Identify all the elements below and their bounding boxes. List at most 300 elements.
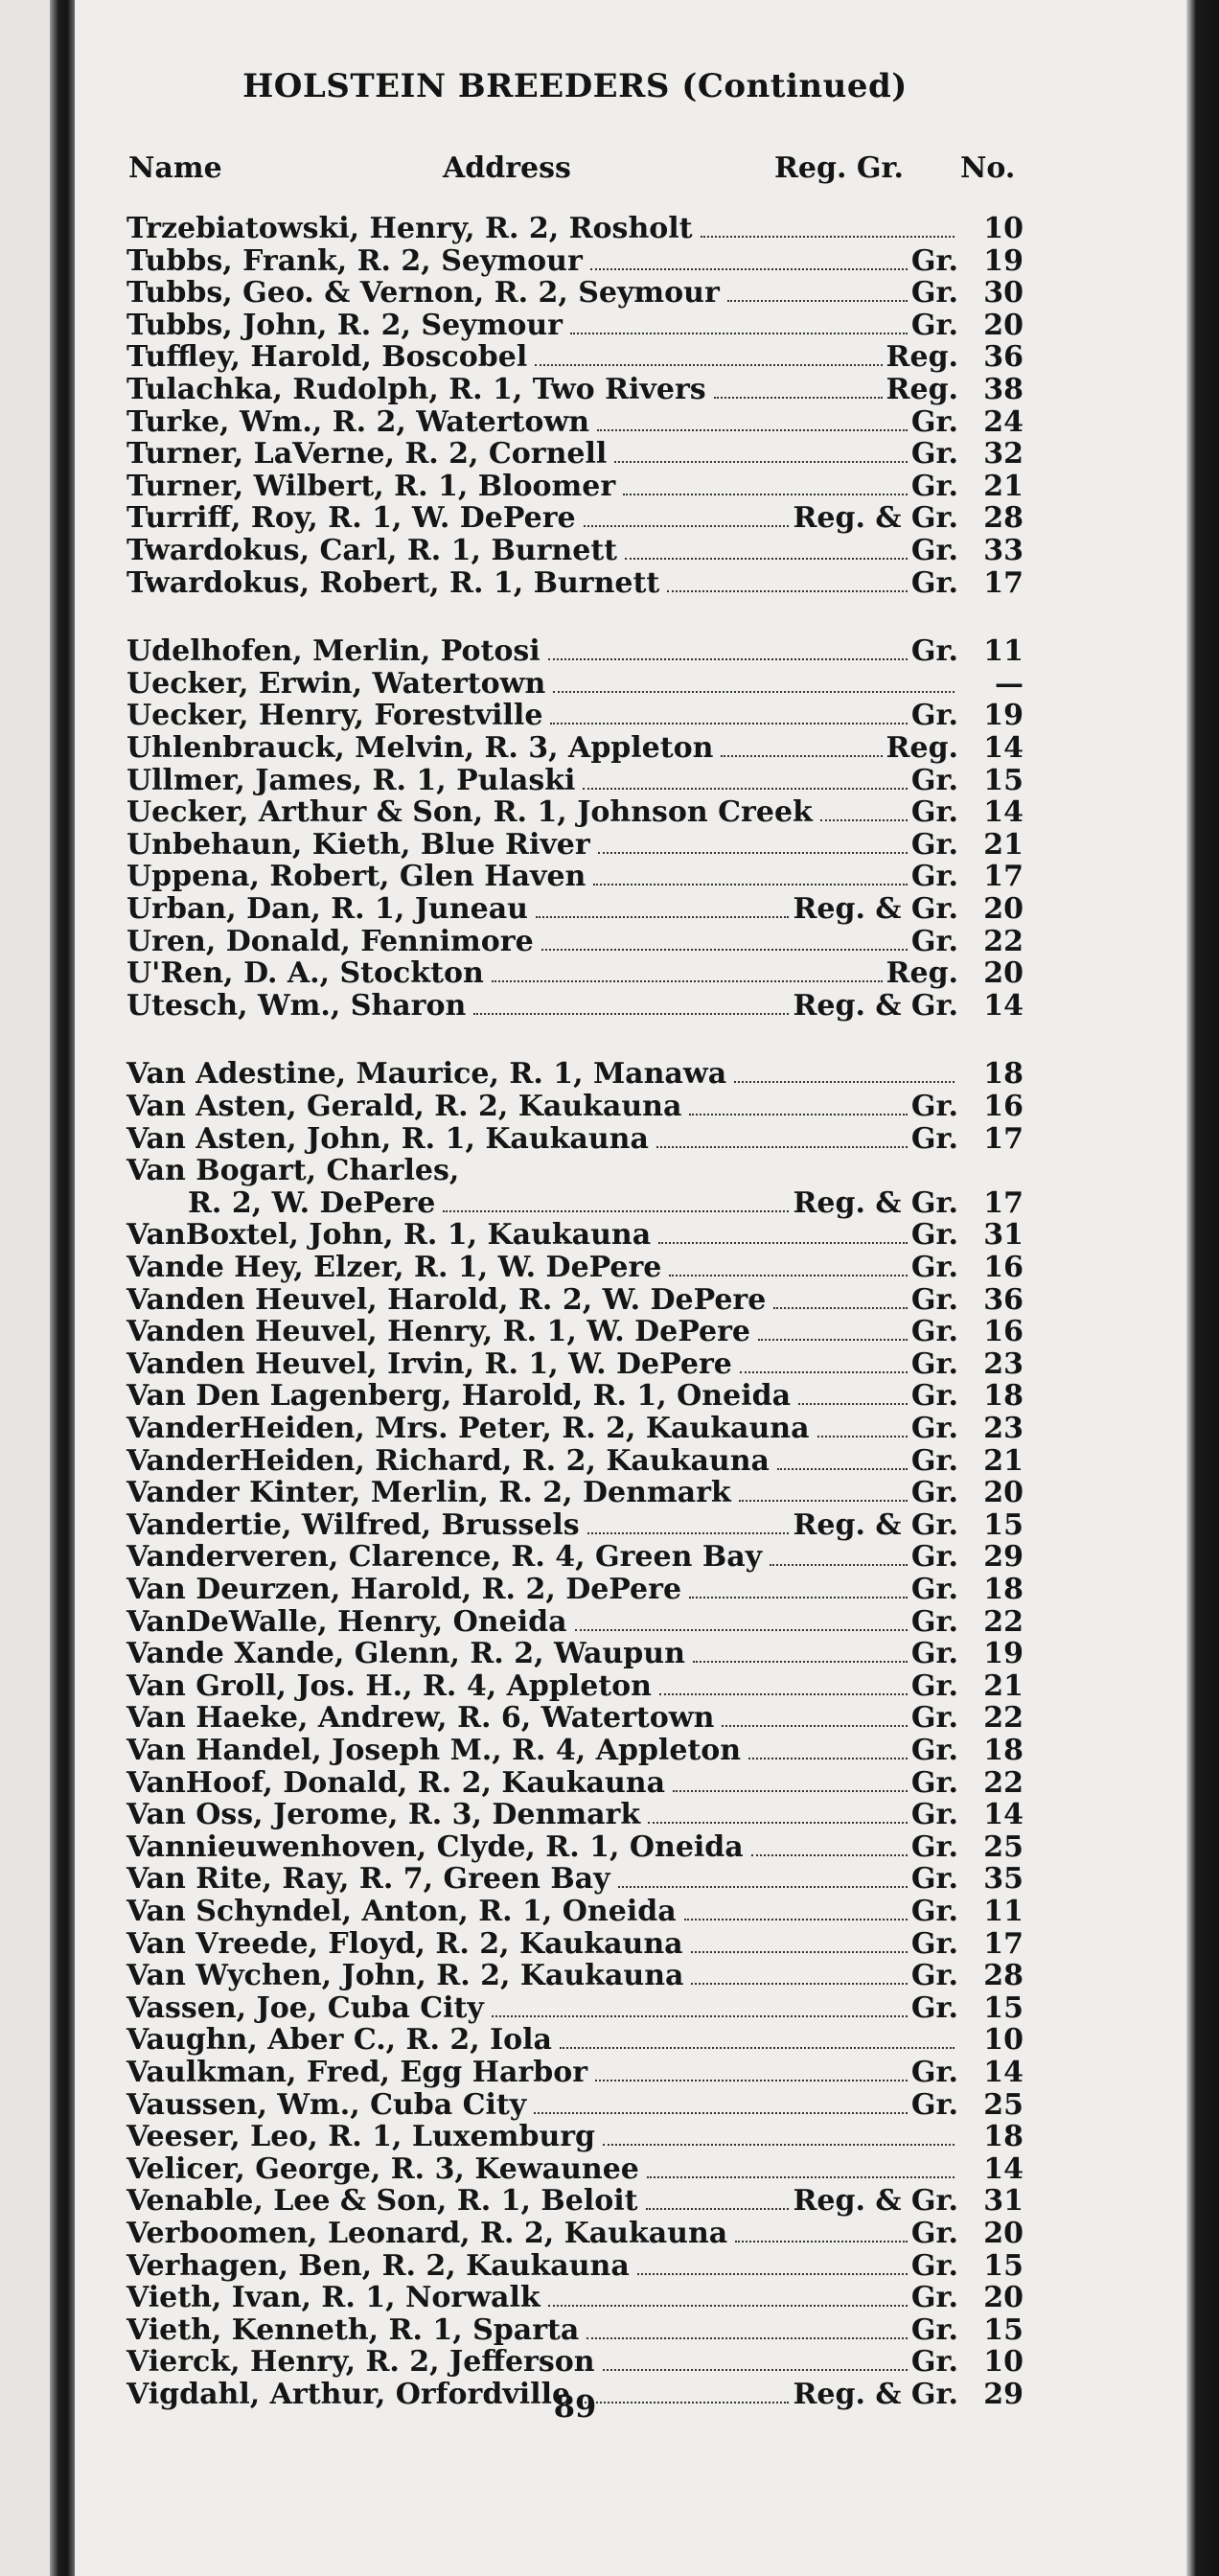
registration-grade: Gr. bbox=[910, 1895, 958, 1928]
list-item bbox=[126, 1380, 1024, 1414]
dot-leader bbox=[535, 343, 882, 366]
breeder-name-address: Van Adestine, Maurice, R. 1, Manawa bbox=[126, 1057, 727, 1091]
breeder-name-address: VanDeWalle, Henry, Oneida bbox=[126, 1605, 567, 1639]
breeder-name-address: Vanden Heuvel, Harold, R. 2, W. DePere bbox=[126, 1283, 767, 1317]
dot-leader bbox=[553, 670, 954, 693]
dot-leader bbox=[777, 1447, 908, 1470]
list-item bbox=[126, 1702, 1024, 1736]
registration-grade: Gr. bbox=[910, 828, 958, 862]
dot-leader bbox=[740, 1350, 908, 1373]
dot-leader bbox=[625, 537, 908, 560]
dot-leader bbox=[586, 2316, 908, 2339]
registration-grade: Gr. bbox=[910, 1090, 958, 1123]
dot-leader bbox=[693, 1640, 908, 1663]
list-item bbox=[126, 1316, 1024, 1350]
list-item bbox=[188, 1187, 1024, 1222]
breeder-name-address: Van Schyndel, Anton, R. 1, Oneida bbox=[126, 1895, 677, 1928]
list-item bbox=[126, 1735, 1024, 1769]
herd-count: 17 bbox=[983, 1927, 1024, 1961]
list-item bbox=[126, 341, 1024, 376]
herd-count: 14 bbox=[983, 1798, 1024, 1831]
list-item bbox=[126, 1960, 1024, 1994]
herd-count: 15 bbox=[983, 1508, 1024, 1542]
registration-grade: Gr. bbox=[910, 2281, 958, 2314]
herd-count: 17 bbox=[983, 1122, 1024, 1156]
list-item bbox=[126, 1831, 1024, 1866]
herd-count: 10 bbox=[983, 2023, 1024, 2057]
registration-grade: Gr. bbox=[910, 1734, 958, 1767]
list-item bbox=[126, 861, 1024, 895]
herd-count: 14 bbox=[983, 731, 1024, 765]
herd-count: 14 bbox=[983, 2056, 1024, 2089]
herd-count: 25 bbox=[983, 2088, 1024, 2122]
dot-leader bbox=[584, 504, 790, 527]
registration-grade: Gr. bbox=[910, 1412, 958, 1445]
dot-leader bbox=[590, 247, 908, 270]
dot-leader bbox=[548, 637, 908, 660]
list-item bbox=[126, 1574, 1024, 1608]
dot-leader bbox=[614, 440, 908, 463]
breeder-name-address: Venable, Lee & Son, R. 1, Beloit bbox=[126, 2184, 638, 2218]
dot-leader bbox=[722, 1704, 907, 1727]
herd-count: 29 bbox=[983, 2378, 1024, 2411]
herd-count: 30 bbox=[983, 276, 1024, 310]
dot-leader bbox=[647, 2155, 954, 2178]
registration-grade: Reg. & Gr. bbox=[793, 1186, 958, 1220]
registration-grade: Gr. bbox=[910, 1315, 958, 1348]
registration-grade: Gr. bbox=[910, 925, 958, 958]
registration-grade: Gr. bbox=[910, 309, 958, 342]
herd-count: 31 bbox=[983, 2184, 1024, 2218]
list-item bbox=[126, 2185, 1024, 2220]
herd-count: 18 bbox=[983, 1573, 1024, 1606]
breeder-name-address: Uecker, Arthur & Son, R. 1, Johnson Creek bbox=[126, 795, 813, 829]
list-item bbox=[126, 1413, 1024, 1447]
herd-count: 36 bbox=[983, 340, 1024, 374]
list-item bbox=[126, 2314, 1024, 2349]
list-item bbox=[126, 829, 1024, 863]
breeder-name-address: Van Bogart, Charles, bbox=[126, 1154, 460, 1187]
list-item bbox=[126, 1606, 1024, 1641]
list-item bbox=[126, 310, 1024, 344]
registration-grade: Gr. bbox=[910, 1927, 958, 1961]
herd-count: 22 bbox=[983, 1605, 1024, 1639]
registration-grade: Reg. & Gr. bbox=[793, 2184, 958, 2218]
page-title: HOLSTEIN BREEDERS (Continued) bbox=[242, 67, 908, 105]
dot-leader bbox=[593, 862, 908, 886]
herd-count: 10 bbox=[983, 212, 1024, 245]
breeder-name-address: Van Haeke, Andrew, R. 6, Watertown bbox=[126, 1701, 715, 1735]
dot-leader bbox=[534, 2091, 908, 2114]
herd-count: 15 bbox=[983, 2249, 1024, 2283]
dot-leader bbox=[658, 1221, 908, 1244]
herd-count: 17 bbox=[983, 860, 1024, 893]
list-item bbox=[126, 1058, 1024, 1092]
registration-grade: Gr. bbox=[910, 699, 958, 732]
breeder-name-address: Tubbs, Geo. & Vernon, R. 2, Seymour bbox=[126, 276, 720, 310]
breeder-name-address: Ullmer, James, R. 1, Pulaski bbox=[126, 764, 576, 797]
herd-count: 28 bbox=[983, 501, 1024, 535]
breeder-name-address: Van Den Lagenberg, Harold, R. 1, Oneida bbox=[126, 1379, 792, 1413]
list-item bbox=[126, 1123, 1024, 1158]
breeder-name-address: Van Rite, Ray, R. 7, Green Bay bbox=[126, 1862, 610, 1896]
breeder-name-address: U'Ren, D. A., Stockton bbox=[126, 956, 484, 990]
herd-count: 18 bbox=[983, 2120, 1024, 2153]
registration-grade: Gr. bbox=[910, 2249, 958, 2283]
dot-leader bbox=[770, 1543, 908, 1566]
list-item bbox=[126, 2218, 1024, 2252]
registration-grade: Reg. & Gr. bbox=[793, 501, 958, 535]
list-item bbox=[126, 438, 1024, 472]
list-item bbox=[126, 1638, 1024, 1672]
herd-count: 21 bbox=[983, 1669, 1024, 1703]
breeder-name-address: Vanden Heuvel, Henry, R. 1, W. DePere bbox=[126, 1315, 750, 1348]
herd-count: 18 bbox=[983, 1734, 1024, 1767]
breeder-name-address: Utesch, Wm., Sharon bbox=[126, 989, 467, 1023]
dot-leader bbox=[691, 1930, 908, 1953]
breeder-name-address: Vaughn, Aber C., R. 2, Iola bbox=[126, 2023, 552, 2057]
breeder-name-address: Van Wychen, John, R. 2, Kaukauna bbox=[126, 1959, 684, 1992]
herd-count: 28 bbox=[983, 1959, 1024, 1992]
list-item bbox=[126, 374, 1024, 408]
list-item bbox=[126, 1992, 1024, 2027]
list-item bbox=[126, 2024, 1024, 2058]
list-item bbox=[126, 926, 1024, 960]
herd-count: 18 bbox=[983, 1379, 1024, 1413]
list-item bbox=[126, 1091, 1024, 1125]
dot-leader bbox=[575, 1608, 908, 1631]
registration-grade: Reg. & Gr. bbox=[793, 989, 958, 1023]
registration-grade: Gr. bbox=[910, 1669, 958, 1703]
breeder-name-address: Van Asten, John, R. 1, Kaukauna bbox=[126, 1122, 649, 1156]
registration-grade: Gr. bbox=[910, 1347, 958, 1381]
breeder-name-address: R. 2, W. DePere bbox=[188, 1186, 436, 1220]
list-item bbox=[126, 1348, 1024, 1383]
list-item bbox=[126, 990, 1024, 1024]
dot-leader bbox=[550, 702, 907, 724]
list-item bbox=[126, 1284, 1024, 1319]
dot-leader bbox=[646, 2187, 790, 2210]
dot-leader bbox=[637, 2252, 908, 2275]
herd-count: 23 bbox=[983, 1412, 1024, 1445]
dot-leader bbox=[721, 734, 882, 757]
breeder-name-address: Tubbs, John, R. 2, Seymour bbox=[126, 309, 563, 342]
herd-count: 20 bbox=[983, 309, 1024, 342]
breeder-name-address: Van Deurzen, Harold, R. 2, DePere bbox=[126, 1573, 682, 1606]
registration-grade: Reg. bbox=[886, 373, 958, 406]
registration-grade: Reg. & Gr. bbox=[793, 892, 958, 926]
herd-count: 23 bbox=[983, 1347, 1024, 1381]
column-header-reg-gr: Reg. Gr. bbox=[774, 151, 904, 185]
list-item bbox=[126, 1541, 1024, 1576]
herd-count: 18 bbox=[983, 1057, 1024, 1091]
breeder-name-address: Vieth, Kenneth, R. 1, Sparta bbox=[126, 2313, 580, 2347]
list-item bbox=[126, 635, 1024, 670]
breeder-name-address: Udelhofen, Merlin, Potosi bbox=[126, 634, 540, 668]
breeder-name-address: Twardokus, Robert, R. 1, Burnett bbox=[126, 566, 660, 600]
breeder-name-address: Uecker, Henry, Forestville bbox=[126, 699, 543, 732]
list-item bbox=[126, 2346, 1024, 2380]
dot-leader bbox=[541, 928, 908, 951]
dot-leader bbox=[701, 215, 954, 238]
registration-grade: Reg. & Gr. bbox=[793, 2378, 958, 2411]
herd-count: 14 bbox=[983, 795, 1024, 829]
herd-count: 19 bbox=[983, 244, 1024, 278]
herd-count: 20 bbox=[983, 892, 1024, 926]
herd-count: 19 bbox=[983, 1637, 1024, 1670]
dot-leader bbox=[623, 472, 908, 495]
herd-count: 31 bbox=[983, 1218, 1024, 1252]
breeder-name-address: Vieth, Ivan, R. 1, Norwalk bbox=[126, 2281, 540, 2314]
breeder-name-address: Turriff, Roy, R. 1, W. DePere bbox=[126, 501, 576, 535]
list-item bbox=[126, 277, 1024, 311]
dot-leader bbox=[758, 1318, 908, 1341]
list-item bbox=[126, 535, 1024, 569]
herd-count: 20 bbox=[983, 2217, 1024, 2250]
breeder-name-address: Vandertie, Wilfred, Brussels bbox=[126, 1508, 580, 1542]
herd-count: 15 bbox=[983, 2313, 1024, 2347]
list-item bbox=[126, 1445, 1024, 1480]
dot-leader bbox=[667, 569, 908, 592]
list-item bbox=[126, 213, 1024, 247]
breeder-name-address: Vassen, Joe, Cuba City bbox=[126, 1991, 484, 2025]
herd-count: 32 bbox=[983, 437, 1024, 471]
herd-count: 33 bbox=[983, 534, 1024, 567]
dot-leader bbox=[443, 1189, 789, 1212]
dot-leader bbox=[689, 1576, 908, 1598]
breeder-name-address: Uhlenbrauck, Melvin, R. 3, Appleton bbox=[126, 731, 714, 765]
breeder-name-address: VanHoof, Donald, R. 2, Kaukauna bbox=[126, 1766, 666, 1800]
dot-leader bbox=[684, 1898, 908, 1920]
registration-grade: Gr. bbox=[910, 1573, 958, 1606]
breeder-name-address: Uppena, Robert, Glen Haven bbox=[126, 860, 586, 893]
dot-leader bbox=[473, 992, 789, 1015]
dot-leader bbox=[492, 1994, 908, 2017]
registration-grade: Gr. bbox=[910, 437, 958, 471]
breeder-name-address: Vannieuwenhoven, Clyde, R. 1, Oneida bbox=[126, 1830, 744, 1864]
dot-leader bbox=[673, 1769, 908, 1792]
breeder-name-address: Vande Hey, Elzer, R. 1, W. DePere bbox=[126, 1251, 662, 1284]
dot-leader bbox=[570, 311, 908, 334]
registration-grade: Gr. bbox=[910, 470, 958, 503]
registration-grade: Gr. bbox=[910, 1122, 958, 1156]
list-item bbox=[126, 2153, 1024, 2188]
list-item bbox=[126, 1767, 1024, 1802]
herd-count: 16 bbox=[983, 1090, 1024, 1123]
registration-grade: Gr. bbox=[910, 1830, 958, 1864]
breeder-name-address: VanderHeiden, Mrs. Peter, R. 2, Kaukauna bbox=[126, 1412, 810, 1445]
herd-count: 16 bbox=[983, 1315, 1024, 1348]
dot-leader bbox=[727, 279, 908, 302]
list-item bbox=[126, 1863, 1024, 1898]
breeder-name-address: Vanderveren, Clarence, R. 4, Green Bay bbox=[126, 1540, 763, 1574]
herd-count: 11 bbox=[983, 1895, 1024, 1928]
registration-grade: Gr. bbox=[910, 764, 958, 797]
registration-grade: Gr. bbox=[910, 566, 958, 600]
breeder-name-address: Tulachka, Rudolph, R. 1, Two Rivers bbox=[126, 373, 706, 406]
list-item bbox=[126, 1928, 1024, 1963]
list-item bbox=[126, 2089, 1024, 2124]
registration-grade: Gr. bbox=[910, 2088, 958, 2122]
registration-grade: Gr. bbox=[910, 2217, 958, 2250]
herd-count: 17 bbox=[983, 1186, 1024, 1220]
dot-leader bbox=[691, 1962, 907, 1985]
breeder-name-address: Vaussen, Wm., Cuba City bbox=[126, 2088, 527, 2122]
dot-leader bbox=[548, 2284, 908, 2307]
dot-leader bbox=[735, 2220, 908, 2242]
list-item bbox=[126, 1896, 1024, 1930]
herd-count: 22 bbox=[983, 1766, 1024, 1800]
dot-leader bbox=[748, 1736, 908, 1760]
dot-leader bbox=[798, 1382, 908, 1405]
herd-count: 17 bbox=[983, 566, 1024, 600]
registration-grade: Gr. bbox=[910, 1251, 958, 1284]
list-item bbox=[126, 567, 1024, 602]
registration-grade: Gr. bbox=[910, 2056, 958, 2089]
breeder-name-address: Turner, Wilbert, R. 1, Bloomer bbox=[126, 470, 616, 503]
list-item bbox=[126, 1670, 1024, 1705]
column-header-no: No. bbox=[960, 151, 1016, 185]
registration-grade: Gr. bbox=[910, 1283, 958, 1317]
registration-grade: Gr. bbox=[910, 1637, 958, 1670]
registration-grade: Gr. bbox=[910, 1991, 958, 2025]
herd-count: 19 bbox=[983, 699, 1024, 732]
breeder-name-address: Vande Xande, Glenn, R. 2, Waupun bbox=[126, 1637, 685, 1670]
breeder-name-address: Velicer, George, R. 3, Kewaunee bbox=[126, 2152, 639, 2186]
herd-count: 16 bbox=[983, 1251, 1024, 1284]
page-number: 89 bbox=[553, 2388, 597, 2425]
herd-count: 20 bbox=[983, 1476, 1024, 1509]
breeder-name-address: Trzebiatowski, Henry, R. 2, Rosholt bbox=[126, 212, 693, 245]
dot-leader bbox=[618, 1865, 908, 1888]
registration-grade: Gr. bbox=[910, 276, 958, 310]
list-item bbox=[126, 668, 1024, 702]
breeder-name-address: VanBoxtel, John, R. 1, Kaukauna bbox=[126, 1218, 652, 1252]
herd-count: 21 bbox=[983, 1444, 1024, 1478]
herd-count: 11 bbox=[983, 634, 1024, 668]
herd-count: 10 bbox=[983, 2345, 1024, 2379]
dot-leader bbox=[689, 1092, 907, 1116]
list-item bbox=[126, 1477, 1024, 1511]
registration-grade: Gr. bbox=[910, 1959, 958, 1992]
registration-grade: Gr. bbox=[910, 1605, 958, 1639]
breeder-name-address: Verboomen, Leonard, R. 2, Kaukauna bbox=[126, 2217, 728, 2250]
list-item bbox=[126, 2250, 1024, 2285]
breeder-name-address: Uecker, Erwin, Watertown bbox=[126, 667, 546, 701]
registration-grade: Gr. bbox=[910, 634, 958, 668]
registration-grade: Gr. bbox=[910, 534, 958, 567]
dot-leader bbox=[656, 1125, 908, 1148]
dot-leader bbox=[595, 2058, 908, 2082]
dot-leader bbox=[714, 376, 883, 399]
dot-leader bbox=[603, 2348, 908, 2371]
dot-leader bbox=[597, 408, 908, 431]
dot-leader bbox=[669, 1254, 907, 1276]
dot-leader bbox=[536, 895, 789, 918]
herd-count: 36 bbox=[983, 1283, 1024, 1317]
dot-leader bbox=[659, 1672, 908, 1695]
registration-grade: Gr. bbox=[910, 1540, 958, 1574]
dot-leader bbox=[773, 1286, 908, 1309]
registration-grade: Gr. bbox=[910, 244, 958, 278]
breeder-name-address: Twardokus, Carl, R. 1, Burnett bbox=[126, 534, 618, 567]
breeder-name-address: VanderHeiden, Richard, R. 2, Kaukauna bbox=[126, 1444, 770, 1478]
dot-leader bbox=[817, 1414, 908, 1438]
breeder-name-address: Tuffley, Harold, Boscobel bbox=[126, 340, 528, 374]
herd-count: 22 bbox=[983, 925, 1024, 958]
registration-grade: Gr. bbox=[910, 1701, 958, 1735]
list-item bbox=[126, 700, 1024, 734]
registration-grade: Gr. bbox=[910, 2313, 958, 2347]
list-item bbox=[126, 1509, 1024, 1544]
dot-leader bbox=[751, 1833, 908, 1856]
breeder-name-address: Veeser, Leo, R. 1, Luxemburg bbox=[126, 2120, 596, 2153]
dot-leader bbox=[603, 2123, 954, 2146]
herd-count: 35 bbox=[983, 1862, 1024, 1896]
breeder-name-address: Turner, LaVerne, R. 2, Cornell bbox=[126, 437, 608, 471]
breeder-name-address: Van Oss, Jerome, R. 3, Denmark bbox=[126, 1798, 641, 1831]
breeder-name-address: Van Groll, Jos. H., R. 4, Appleton bbox=[126, 1669, 652, 1703]
dot-leader bbox=[583, 767, 907, 790]
registration-grade: Gr. bbox=[910, 1444, 958, 1478]
dot-leader bbox=[820, 798, 908, 821]
breeder-name-address: Vander Kinter, Merlin, R. 2, Denmark bbox=[126, 1476, 731, 1509]
herd-count: 21 bbox=[983, 828, 1024, 862]
list-item bbox=[126, 1155, 1024, 1189]
breeder-name-address: Tubbs, Frank, R. 2, Seymour bbox=[126, 244, 583, 278]
registration-grade: Reg. bbox=[886, 731, 958, 765]
list-item bbox=[126, 471, 1024, 505]
breeder-name-address: Unbehaun, Kieth, Blue River bbox=[126, 828, 590, 862]
registration-grade: Gr. bbox=[910, 1862, 958, 1896]
herd-count: 38 bbox=[983, 373, 1024, 406]
list-item bbox=[126, 765, 1024, 799]
list-item bbox=[126, 732, 1024, 767]
herd-count: 20 bbox=[983, 2281, 1024, 2314]
dot-leader bbox=[739, 1479, 908, 1502]
list-item bbox=[126, 2121, 1024, 2155]
dot-leader bbox=[587, 1511, 790, 1534]
herd-count: — bbox=[995, 667, 1024, 701]
breeder-name-address: Vanden Heuvel, Irvin, R. 1, W. DePere bbox=[126, 1347, 732, 1381]
registration-grade: Gr. bbox=[910, 2345, 958, 2379]
list-item bbox=[126, 406, 1024, 441]
list-item bbox=[126, 1219, 1024, 1254]
herd-count: 15 bbox=[983, 1991, 1024, 2025]
herd-count: 14 bbox=[983, 2152, 1024, 2186]
breeder-name-address: Vaulkman, Fred, Egg Harbor bbox=[126, 2056, 588, 2089]
registration-grade: Gr. bbox=[910, 795, 958, 829]
registration-grade: Reg. & Gr. bbox=[793, 1508, 958, 1542]
dot-leader bbox=[648, 1801, 908, 1824]
list-item bbox=[126, 2057, 1024, 2091]
column-header-name: Name bbox=[128, 151, 222, 185]
dot-leader bbox=[734, 1060, 954, 1083]
breeder-name-address: Van Handel, Joseph M., R. 4, Appleton bbox=[126, 1734, 742, 1767]
list-item bbox=[126, 2282, 1024, 2316]
dot-leader bbox=[492, 959, 883, 982]
registration-grade: Reg. bbox=[886, 956, 958, 990]
herd-count: 21 bbox=[983, 470, 1024, 503]
breeder-name-address: Verhagen, Ben, R. 2, Kaukauna bbox=[126, 2249, 630, 2283]
herd-count: 24 bbox=[983, 405, 1024, 439]
breeder-name-address: Vierck, Henry, R. 2, Jefferson bbox=[126, 2345, 595, 2379]
list-item bbox=[126, 957, 1024, 992]
list-item bbox=[126, 1799, 1024, 1833]
breeder-name-address: Van Vreede, Floyd, R. 2, Kaukauna bbox=[126, 1927, 683, 1961]
registration-grade: Gr. bbox=[910, 1476, 958, 1509]
dot-leader bbox=[560, 2026, 954, 2049]
